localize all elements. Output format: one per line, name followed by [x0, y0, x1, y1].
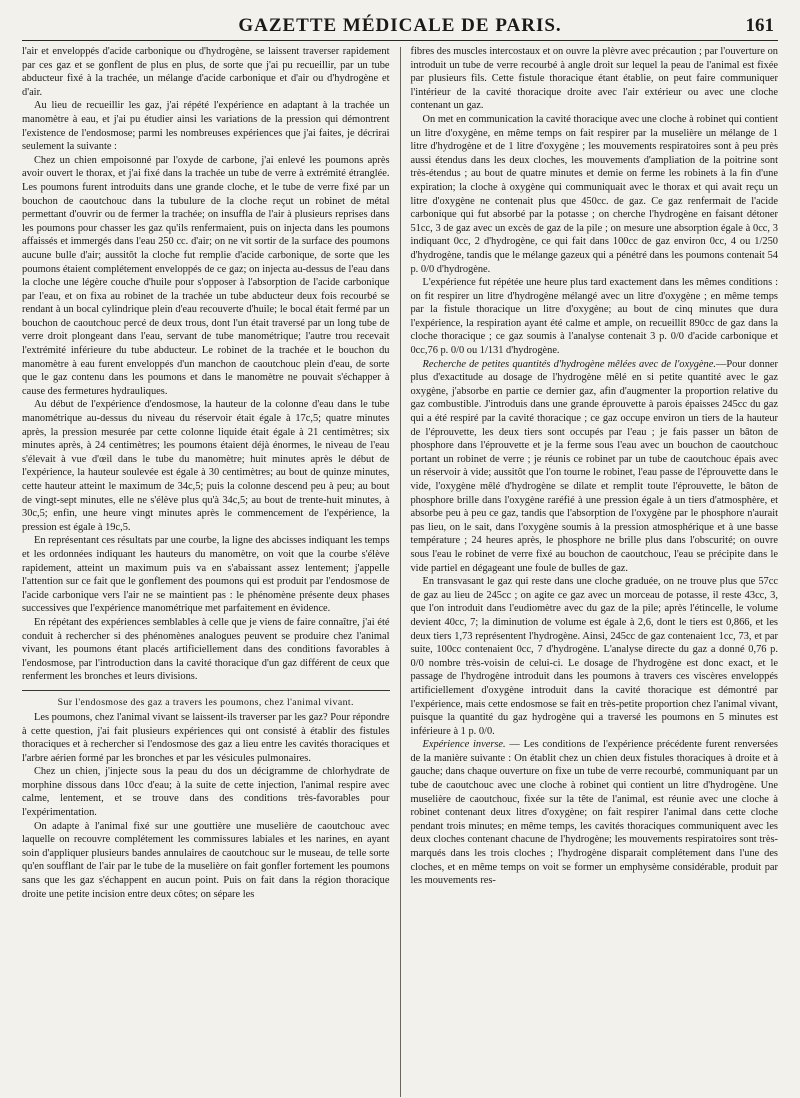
paragraph: Au lieu de recueillir les gaz, j'ai répété l'expérience en adaptant à la trachée un manomètre à eau, et j'ai pu étudier ainsi les variations de la pression qui démontrent l'existence de l'endosmose; parmi les nombreuses expériences que j'ai faites, je décrirai seulement la suivante : [22, 100, 390, 153]
paragraph: En représentant ces résultats par une courbe, la ligne des abcisses indiquant les temps et les ordonnées indiquant les hauteurs du manomètre, on voit que la courbe s'élève rapidement, atteint un maximum puis va en s'abaissant assez lentement; j'appelle l'attention sur ce fait que le gonflement des poumons qui est produit par l'endosmose de l'acide carbonique vers l'air ne se maintient pas : le phénomène présente deux phases successives que l'expérience manométrique met parfaitement en évidence. [22, 535, 390, 615]
paragraph: En répétant des expériences semblables à celle que je viens de faire connaître, j'ai été conduit à rechercher si des phénomènes analogues peuvent se produire chez l'animal vivant, les poumons étant placés artificiellement dans des conditions favorables à l'endosmose, par l'introduction dans la cavité thoracique d'un gaz différent de ceux que renferment les bronches et leurs divisions. [22, 616, 390, 683]
journal-title: GAZETTE MÉDICALE DE PARIS. [238, 15, 562, 36]
paragraph: Au début de l'expérience d'endosmose, la hauteur de la colonne d'eau dans le tube manométrique au-dessus du niveau du réservoir était égale à 17c,5; quatre minutes après, la pression mesurée par cette colonne liquide était égale à 21 centimètres; six minutes après, à 24 centimètres; les poumons étaient déjà énormes, le niveau de l'eau s'élevait à vue d'œil dans le tube du manomètre; huit minutes après le début de l'expérience, la hauteur soulevée est égale à 30 centimètres; au bout de quinze minutes, cette hauteur atteint le maximum de 34c,5; puis la colonne descend peu à peu; au bout de vingt-sept minutes, elle ne s'élève plus qu'à 34c,5; au bout de trente-huit minutes, à 30c,5; enfin, une heure vingt minutes après le commencement de l'expérience, la pression est égale à 19c,5. [22, 399, 390, 533]
page-header [22, 12, 778, 41]
left-column [22, 45, 390, 1097]
paragraph [410, 738, 778, 888]
paragraph [410, 358, 778, 576]
paragraph: On adapte à l'animal fixé sur une gouttière une muselière de caoutchouc avec laquelle on recouvre complétement les commissures labiales et les narines, en ayant soin d'appliquer plusieurs bandes annulaires de caoutchouc sur le museau, de telle sorte qu'en soufflant de l'air par le tube de la muselière on fait gonfler fortement les poumons sans que les gaz s'échappent en aucun point. Puis on fait dans la région thoracique droite une petite incision entre deux côtes; on sépare les [22, 820, 390, 900]
paragraph: fibres des muscles intercostaux et on ouvre la plèvre avec précaution ; par l'ouverture on introduit un tube de verre recourbé à angle droit sur lequel la peau de l'animal est fixée par plusieurs fils. Cette fistule thoracique étant établie, on peut faire communiquer l'intérieur de la cavité thoracique droite avec l'air extérieur ou avec une cloche contenant un gaz. [410, 46, 778, 112]
text-columns [22, 45, 778, 1097]
paragraph: Chez un chien empoisonné par l'oxyde de carbone, j'ai enlevé les poumons après avoir ouvert le thorax, et j'ai fixé dans la trachée un tube de verre à extrémité étranglée. Les poumons furent introduits dans une grande cloche, et le tube de verre fixé par un bouchon de caoutchouc dans la tubulure de la cloche reçut un robinet de métal permettant d'ouvrir ou de fermer la trachée; on insuffla de l'air à plusieurs reprises dans les poumons pour chasser les gaz qu'ils renfermaient, puis on injecta dans les poumons affaissés et immergés dans l'eau 250 cc. d'air; on ne vit sortir de la surface des poumons aucune bulle d'air; aussitôt la cloche fut remplie d'acide carbonique, de sorte que les poumons étaient complétement enveloppés de ce gaz; on injecta au-dessus de l'eau dans la cloche une légère couche d'huile pour s'opposer à l'absorption de l'acide carbonique par l'eau, et on fixa au robinet de la trachée un tube abducteur deux fois recourbé se rendant à un bocal cylindrique plein d'eau recouverte d'huile; le bocal était fermé par un bouchon de caoutchouc percé de deux trous, dont l'un était traversé par un long tube de verre droit plongeant dans l'eau, servant de tube manométrique; l'autre trou recevait l'extrémité inférieure du tube abducteur. Le robinet de la trachée et le bouchon du manomètre à eau furent enveloppés d'un manchon de caoutchouc plein d'eau, de sorte que le gaz contenu dans les poumons et dans le manomètre ne pouvait s'échapper à cause des fermetures hydrauliques. [22, 154, 390, 397]
paragraph: En transvasant le gaz qui reste dans une cloche graduée, on ne trouve plus que 57cc de gaz au lieu de 245cc ; on agite ce gaz avec un morceau de potasse, il reste 43cc, 3, que l'on introduit dans l'eudiomètre avec du gaz de la pile; après l'étincelle, le volume devient 40cc, 7; la diminution de volume est égale à 2,6, dont le tiers est 0,866, et les deux tiers 1,73 représentent l'hydrogène. Ainsi, 245cc de gaz contenaient 1cc, 73, et par suite, 100cc contenaient 0cc, 7 d'hydrogène. L'analyse directe du gaz a donné 0,76 p. 0/0 nombre très-voisin de celui-ci. Le dosage de l'hydrogène est donc exact, et le passage de l'hydrogène introduit dans les poumons à travers ces viscères enveloppés artificiellement d'oxygène introduit dans la cavité thoracique est démontré par l'expérience, mais cette endosmose se fait en très-petite proportion chez l'animal vivant, puisque la quantité du gaz hydrogène qui a traversé les poumons en 5 minutes est inférieure à 1 p. 0/0. [410, 576, 778, 737]
right-column [410, 45, 778, 1097]
column-divider [400, 47, 401, 1097]
paragraph: On met en communication la cavité thoracique avec une cloche à robinet qui contient un litre d'oxygène, en même temps on fait respirer par la muselière un mélange de 1 litre d'hydrogène et de 1 litre d'oxygène ; les mouvements respiratoires sont à peu près aussi étendus dans les deux cloches, les mouvements d'ampliation de la poitrine sont très-étendus ; au bout de quatre minutes et demie on ferme les robinets à la fin d'une expiration; la cloche à oxygène qui communiquait avec le thorax et qui avait reçu un litre d'oxygène ne contenait plus que 450cc. de gaz. Ce gaz renfermait de l'acide carbonique qui fut absorbé par la potasse ; on cherche l'hydrogène en faisant détoner 51cc, 3 de gaz avec un excès de gaz de la pile ; on mesure une absorption égale à 0cc, 3 indiquant 0cc, 2 d'hydrogène, ce qui fait dans 100cc de gaz environ 0cc, 4 ou 1/250 d'hydrogène, tandis que le mélange gazeux qui a pénétré dans les poumons contenait 54 p. 0/0 d'hydrogène. [410, 113, 778, 275]
paragraph-text: — Les conditions de l'expérience précédente furent renversées de la manière suivante : On établit chez un chien deux fistules thoraciques à droite et à gauche; dans chaque ouverture on fixe un tube de verre recourbé, communiquant par un tube de caoutchouc avec une cloche à robinet qui contient un litre d'hydrogène. Une muselière de caoutchouc, fixée sur la tête de l'animal, est réunie avec une cloche à robinet contenant deux litres d'oxygène; on fait respirer l'animal dans cette cloche pendant trois minutes; en même temps, les cavités thoraciques communiquent avec les deux cloches contenant chacune de l'hydrogène; les mouvements respiratoires sont très-marqués dans les trois cloches ; l'hydrogène disparait complétement dans l'une des cloches, et en même temps on voit se former un emphysème considérable, produit par les mouvements res- [410, 739, 778, 887]
section-divider [22, 690, 390, 691]
paragraph: Les poumons, chez l'animal vivant se laissent-ils traverser par les gaz? Pour répondre à cette question, j'ai fait plusieurs expériences qui ont consisté à établir des fistules thoraciques et à rechercher si l'endosmose des gaz a lieu entre les cavités thoraciques et l'arbre aérien formé par les bronches et par les vésicules pulmonaires. [22, 711, 390, 764]
paragraph-text: —Pour donner plus d'exactitude au dosage de l'hydrogène mêlé en si petite quantité avec le gaz oxygène, j'absorbe en partie ce dernier gaz, afin d'augmenter la proportion relative du gaz combustible. J'introduis dans une grande éprouvette à parois épaisses 245cc du gaz qui a été respiré par la cavité thoracique ; ce gaz occupe environ un tiers de la hauteur de l'éprouvette, les deux tiers sont occupés par l'eau ; je fais passer un bâton de phosphore dans l'éprouvette et je la ferme sous l'eau avec un bouchon de caoutchouc portant un robinet de verre ; je réunis ce robinet par un tube de caoutchouc épais avec un réservoir à vide; aussitôt que l'on tourne le robinet, l'eau passe de l'éprouvette dans le vide, l'oxygène mêlé d'hydrogène se dilate et remplit toute l'éprouvette, le bâton de phosphore brille dans l'oxygène raréfié à une pression égale à un tiers d'atmosphère, et absorbe peu à peu ce gaz, tandis que l'absorption de l'oxygène par le phosphore n'aurait pas lieu, on le sait, dans l'oxygène soumis à la pression atmosphérique et à une basse température ; 24 heures après, le phosphore ne brille plus dans l'obscurité; on ouvre sous l'eau le robinet de verre fixé au bouchon de caoutchouc, l'eau se précipite dans le vide partiel en dégageant une foule de bulles de gaz. [410, 358, 778, 574]
page-number: 161 [745, 15, 774, 36]
paragraph: Chez un chien, j'injecte sous la peau du dos un décigramme de chlorhydrate de morphine dissous dans 10cc d'eau; à la suite de cette injection, l'animal respire avec calme, lentement, et se trouve dans des conditions très-favorables pour l'expérimentation. [22, 766, 390, 819]
paragraph: L'expérience fut répétée une heure plus tard exactement dans les mêmes conditions : on fit respirer un litre d'hydrogène mélangé avec un litre d'oxygène ; en même temps par la fistule thoracique un litre d'oxygène; au bout de cinq minutes que dura l'expérience, la respiration ayant été calme et ample, on recueillit 890cc de gaz dans la cloche thoracique ; ce gaz soumis à l'analyse contenait 3 p. 0/0 d'acide carbonique et 0cc,76 p. 0/0 ou 1/131 d'hydrogène. [410, 277, 778, 357]
subsection-title: Recherche de petites quantités d'hydrogène mêlées avec de l'oxygène. [422, 358, 716, 370]
subsection-title: Expérience inverse. [422, 739, 506, 751]
section-heading: Sur l'endosmose des gaz a travers les poumons, chez l'animal vivant. [57, 696, 354, 708]
paragraph: l'air et enveloppés d'acide carbonique ou d'hydrogène, se laissent traverser rapidement par ces gaz et se gonflent de plus en plus, de sorte que j'ai pu recueillir, par un tube abducteur fixé à la trachée, un mélange d'acide carbonique et d'air ou d'hydrogène et d'air. [22, 46, 390, 98]
